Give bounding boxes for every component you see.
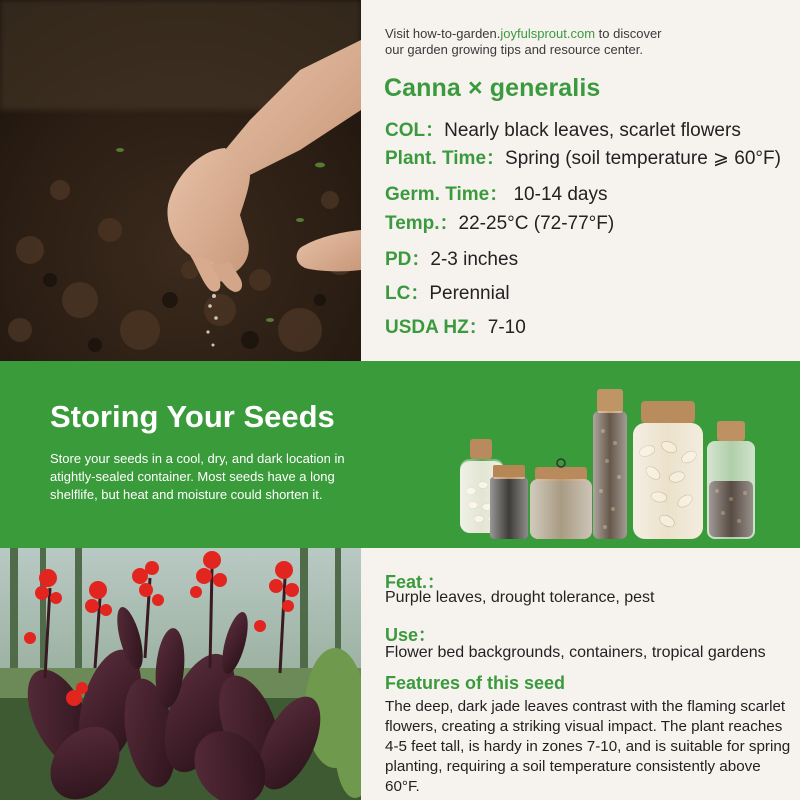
storing-seeds-text: Store your seeds in a cool, dry, and dark location in atightly-sealed container. Most seeds have a long shelflife, but heat and moisture could shorten it. [50, 451, 345, 502]
spec-value: 10-14 days [508, 184, 608, 205]
spec-label: PD： [385, 249, 431, 270]
spec-value: 2-3 inches [430, 249, 519, 270]
spec-row-col [385, 120, 741, 142]
spec-value: Perennial [429, 283, 510, 304]
cork-lid [597, 389, 623, 413]
feat-text: Purple leaves, drought tolerance, pest [385, 589, 655, 606]
use-label: Use： [385, 625, 437, 645]
spec-value: 7-10 [487, 317, 526, 338]
storing-seeds-title: Storing Your Seeds [50, 399, 335, 434]
spec-row-usda [385, 317, 526, 339]
bottom-section [0, 548, 800, 800]
spec-row-plant-time [385, 148, 781, 170]
spec-label: USDA HZ： [385, 317, 488, 338]
spec-label: Plant. Time： [385, 148, 506, 169]
use-text: Flower bed backgrounds, containers, tropical gardens [385, 644, 766, 661]
visit-suffix: to discover [595, 26, 662, 41]
spec-value: 22-25°C (72-77°F) [458, 213, 615, 234]
spec-label: Temp.： [385, 213, 459, 234]
soil-hands-illustration [0, 0, 361, 361]
spec-row-temp [385, 213, 614, 235]
seed-jars-illustration [455, 381, 765, 543]
cork-lid [717, 421, 745, 441]
spec-label: COL： [385, 120, 445, 141]
feat-label: Feat.： [385, 572, 446, 592]
storing-seeds-band [0, 361, 800, 548]
spec-label: LC： [385, 283, 430, 304]
canna-plant-illustration [0, 548, 361, 800]
species-name: Canna × generalis [384, 74, 601, 102]
plant-info-panel [385, 0, 800, 361]
soil-hands-photo [0, 0, 361, 361]
spec-label: Germ. Time： [385, 184, 509, 205]
spec-row-lc [385, 283, 510, 305]
top-section [0, 0, 800, 361]
features-of-seed-text: The deep, dark jade leaves contrast with the flaming scarlet flowers, creating a striking visual impact. The plant reaches 4-5 feet tall, is hardy in zones 7-10, and is suitable for spring planting, requiring a soil temperature consistently above 60°F. [385, 698, 791, 795]
visit-line2: our garden growing tips and resource center. [385, 42, 643, 57]
cork-lid [641, 401, 695, 423]
spec-value: Nearly black leaves, scarlet flowers [444, 120, 741, 141]
website-link[interactable]: joyfulsprout.com [500, 26, 596, 41]
spec-row-pd [385, 249, 518, 271]
visit-website-text [385, 26, 785, 58]
canna-plant-photo [0, 548, 361, 800]
visit-prefix: Visit how-to-garden. [385, 26, 501, 41]
cork-lid [470, 439, 492, 459]
spec-row-germ-time [385, 184, 608, 206]
features-panel [385, 548, 800, 800]
features-of-seed-label: Features of this seed [385, 673, 566, 693]
cork-lid [535, 467, 587, 481]
cork-lid [493, 465, 525, 479]
spec-value: Spring (soil temperature ⩾ 60°F) [505, 148, 781, 169]
